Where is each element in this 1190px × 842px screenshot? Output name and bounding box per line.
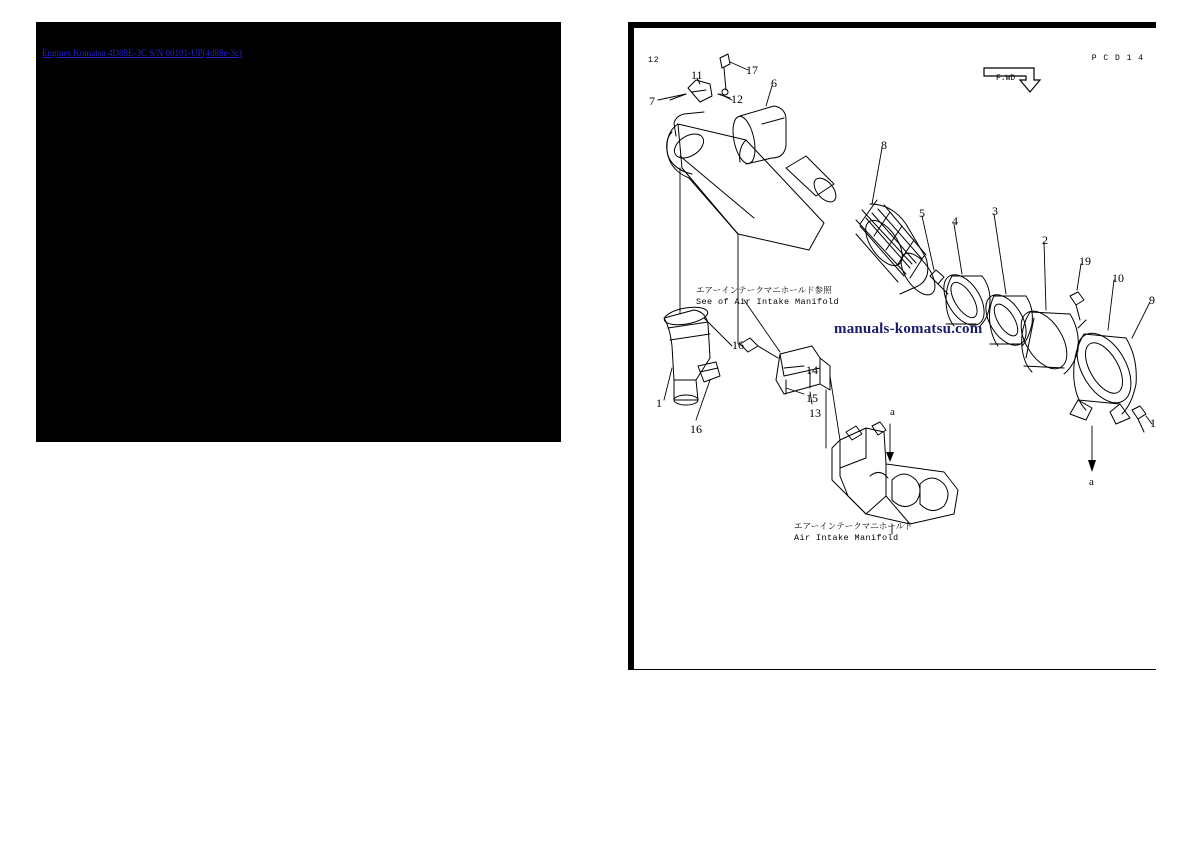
callout-2: 2 bbox=[1042, 233, 1048, 247]
callout-12: 12 bbox=[731, 92, 743, 106]
callout-14: 14 bbox=[806, 363, 818, 377]
callout-13: 13 bbox=[809, 406, 821, 420]
sheet-code-left: 12 bbox=[648, 56, 660, 65]
callout-8: 8 bbox=[881, 138, 887, 152]
callout-1-left: 1 bbox=[656, 396, 662, 410]
sheet-code-right: P C D 1 4 bbox=[1091, 54, 1144, 63]
label-air-intake-manifold bbox=[794, 522, 913, 544]
parts-diagram-panel bbox=[628, 22, 1156, 670]
callout-10: 10 bbox=[1112, 271, 1124, 285]
sub-letter-a-lower: a bbox=[1089, 476, 1094, 488]
callout-16-upper: 16 bbox=[732, 338, 744, 352]
callout-16-lower: 16 bbox=[690, 422, 702, 436]
callout-11: 11 bbox=[691, 68, 703, 82]
label-air-intake-manifold-en: Air Intake Manifold bbox=[794, 533, 899, 543]
callout-9: 9 bbox=[1149, 293, 1155, 307]
exploded-view-drawing bbox=[634, 28, 1162, 676]
callout-17: 17 bbox=[746, 63, 758, 77]
label-see-air-intake-manifold-jp: エアーインテークマニホールド参照 bbox=[696, 286, 832, 296]
callout-15: 15 bbox=[806, 391, 818, 405]
callout-6: 6 bbox=[771, 76, 777, 90]
fwd-label: F.WD bbox=[996, 74, 1016, 83]
label-see-air-intake-manifold-en: See of Air Intake Manifold bbox=[696, 297, 840, 307]
callout-7: 7 bbox=[649, 94, 655, 108]
callout-4: 4 bbox=[952, 214, 958, 228]
callout-1-right: 1 bbox=[1150, 416, 1156, 430]
catalogue-link[interactable]: Engines Komatsu 4D88E-3C S/N 00101-UP(4d88e-3c) bbox=[42, 48, 242, 58]
callout-3: 3 bbox=[992, 204, 998, 218]
label-air-intake-manifold-jp: エアーインテークマニホールド bbox=[794, 522, 913, 532]
watermark: manuals-komatsu.com bbox=[834, 321, 983, 337]
label-see-air-intake-manifold bbox=[696, 286, 839, 308]
callout-5: 5 bbox=[919, 206, 925, 220]
sub-letter-a-upper: a bbox=[890, 406, 895, 418]
thumbnail-panel bbox=[36, 22, 561, 442]
callout-19: 19 bbox=[1079, 254, 1091, 268]
